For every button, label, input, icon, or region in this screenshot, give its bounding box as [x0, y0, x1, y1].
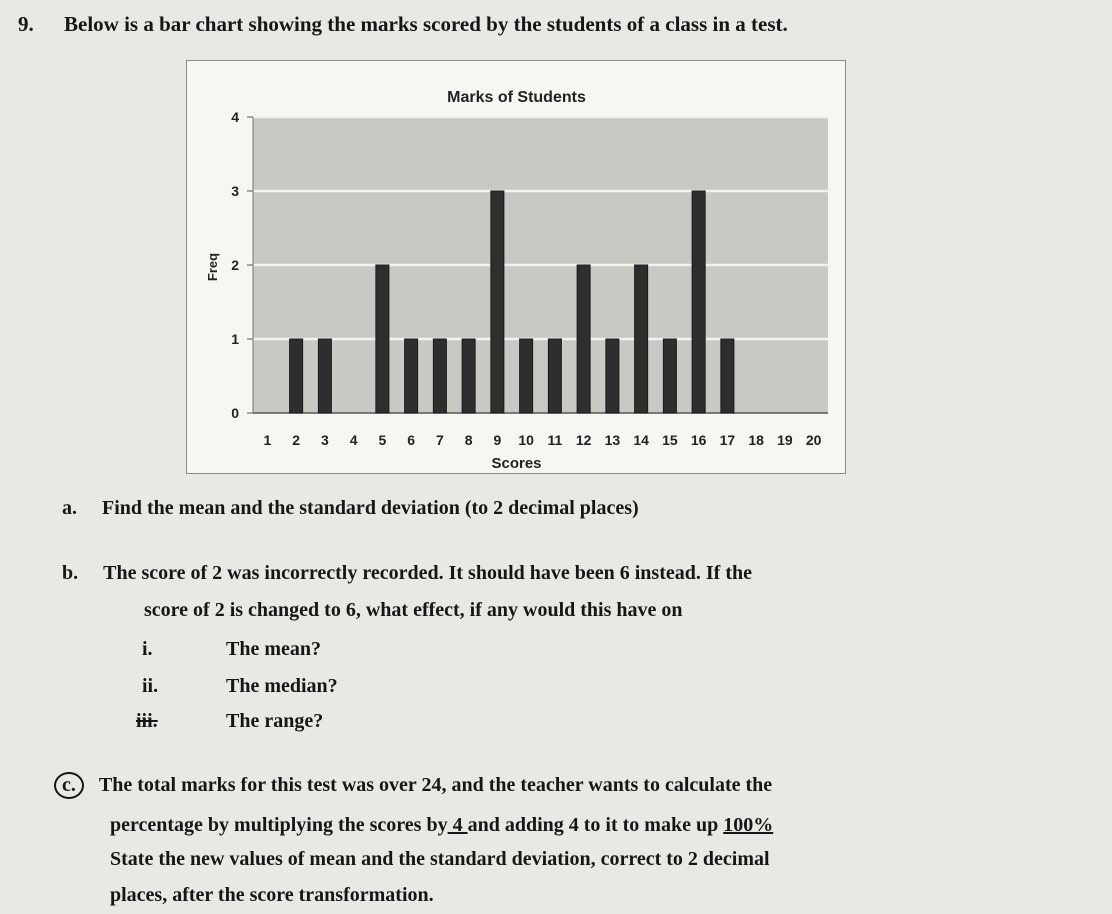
x-tick-label: 19	[777, 432, 793, 448]
part-b-ii-label: ii.	[142, 675, 159, 697]
part-c-percent: 100%	[723, 814, 774, 836]
x-tick-label: 20	[805, 432, 822, 448]
part-c-line1: The total marks for this test was over 24, and the teacher wants to calculate the	[98, 774, 773, 796]
x-tick-label: 7	[435, 432, 444, 448]
bar	[405, 339, 418, 413]
part-a-label: a.	[62, 497, 77, 519]
y-tick-label: 4	[231, 109, 239, 125]
part-c-line2-pre: percentage by multiplying the scores by	[110, 814, 448, 836]
bar	[692, 191, 705, 413]
x-tick-label: 2	[292, 432, 301, 448]
bar-chart	[187, 61, 845, 473]
bar	[606, 339, 619, 413]
part-c-line2	[110, 814, 773, 837]
x-tick-label: 1	[263, 432, 272, 448]
part-c-line2-mid: and adding 4 to it to make up	[467, 814, 724, 836]
y-axis-label: Freq	[205, 252, 220, 282]
bar	[721, 339, 734, 413]
x-tick-label: 18	[748, 432, 764, 448]
part-a-text: Find the mean and the standard deviation (to 2 decimal places)	[102, 497, 639, 519]
x-tick-label: 15	[662, 432, 678, 448]
x-axis-label: Scores	[491, 455, 542, 472]
part-b-i-text: The mean?	[226, 638, 321, 660]
bar	[635, 265, 648, 413]
bar	[577, 265, 590, 413]
part-c-line3: State the new values of mean and the standard deviation, correct to 2 decimal	[110, 848, 770, 870]
x-tick-label: 16	[690, 432, 707, 448]
chart-frame	[186, 60, 846, 474]
x-tick-label: 14	[633, 432, 649, 448]
x-tick-label: 4	[349, 432, 358, 448]
bar	[663, 339, 676, 413]
y-tick-label: 3	[231, 183, 239, 199]
part-c-line4: places, after the score transformation.	[110, 884, 434, 906]
x-tick-label: 12	[575, 432, 592, 448]
part-b-line1: The score of 2 was incorrectly recorded. It should have been 6 instead. If the	[103, 562, 752, 584]
part-b-line2: score of 2 is changed to 6, what effect, if any would this have on	[144, 599, 683, 621]
part-b-i-label: i.	[142, 638, 153, 660]
part-b-iii-text: The range?	[226, 710, 324, 732]
part-b	[62, 562, 752, 585]
x-tick-label: 17	[719, 432, 736, 448]
x-tick-label: 9	[493, 432, 502, 448]
bar	[318, 339, 331, 413]
bar	[433, 339, 446, 413]
bar	[290, 339, 303, 413]
y-tick-label: 1	[231, 331, 239, 347]
part-c	[62, 772, 772, 799]
question-number: 9.	[18, 12, 34, 36]
part-c-label: c.	[54, 772, 84, 799]
bar	[376, 265, 389, 413]
x-tick-label: 6	[407, 432, 416, 448]
part-b-ii-text: The median?	[226, 675, 338, 697]
x-tick-label: 11	[547, 432, 563, 448]
question-title	[18, 12, 788, 37]
chart-title: Marks of Students	[447, 89, 586, 106]
part-a	[62, 497, 639, 520]
part-b-iii-label: iii.	[136, 710, 158, 732]
x-tick-label: 13	[604, 432, 621, 448]
question-text: Below is a bar chart showing the marks scored by the students of a class in a test.	[64, 12, 788, 36]
bar	[548, 339, 561, 413]
y-tick-label: 0	[231, 405, 239, 421]
part-c-multiplier: 4	[447, 814, 468, 836]
x-tick-label: 3	[320, 432, 329, 448]
x-tick-label: 8	[464, 432, 473, 448]
bar	[491, 191, 504, 413]
x-tick-label: 5	[378, 432, 387, 448]
x-tick-label: 10	[518, 432, 534, 448]
bar	[462, 339, 475, 413]
y-tick-label: 2	[231, 257, 239, 273]
part-b-label: b.	[62, 562, 79, 584]
bar	[520, 339, 533, 413]
